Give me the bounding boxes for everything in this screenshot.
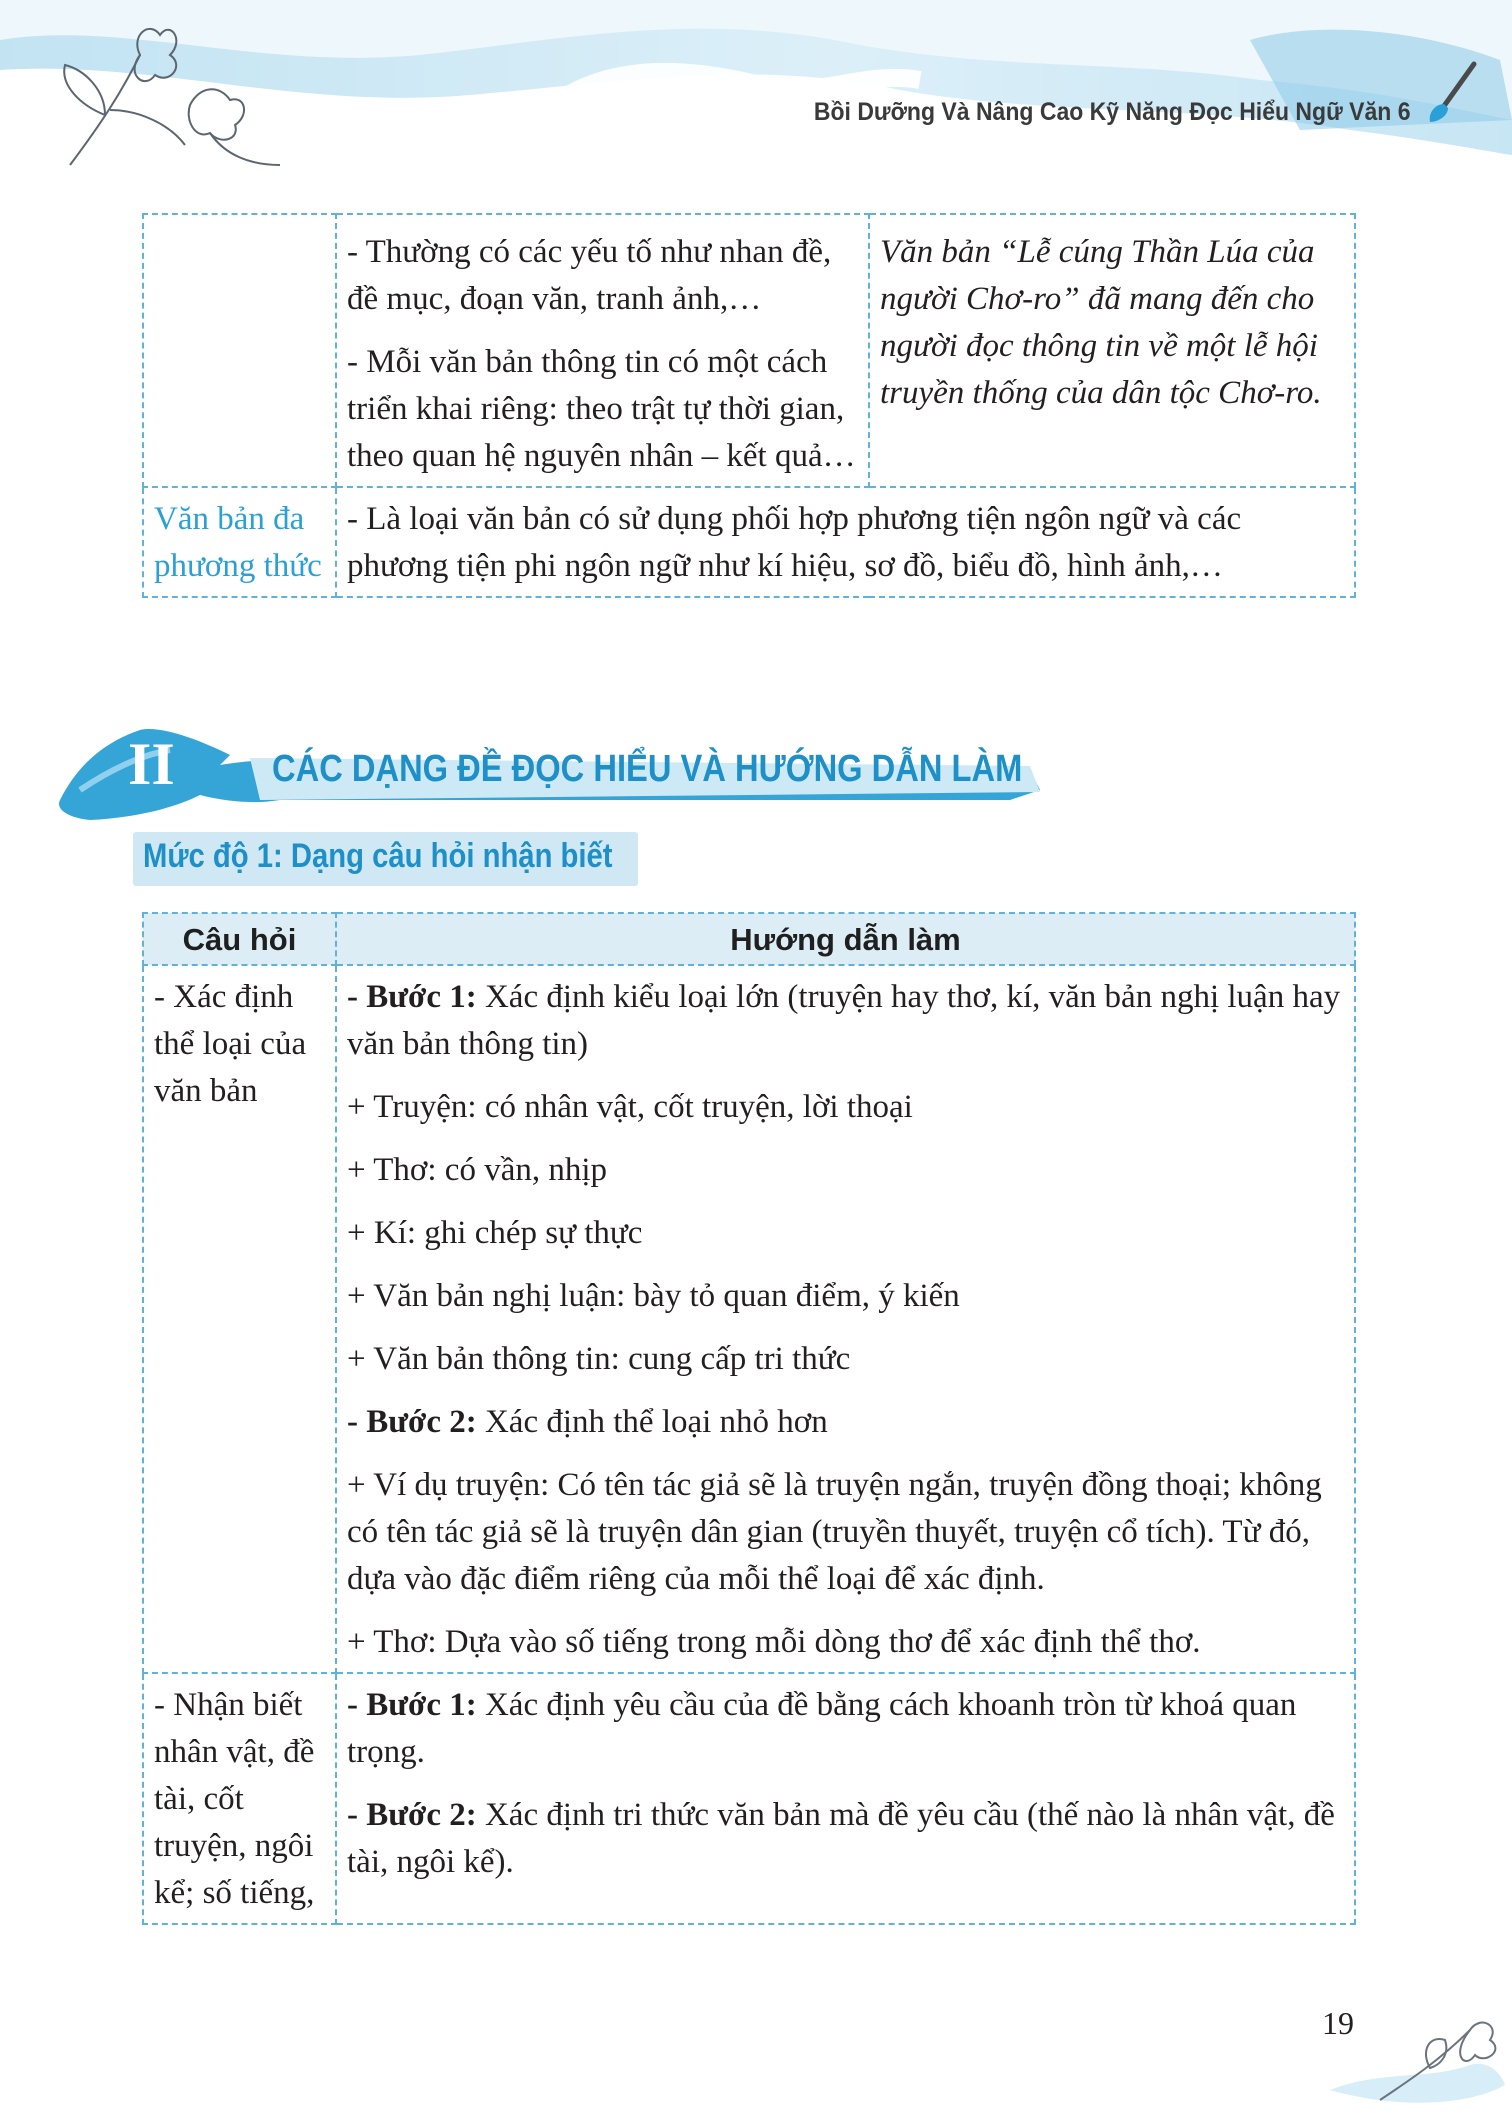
column-header-question: Câu hỏi: [143, 913, 336, 965]
guide-text: + Kí: ghi chép sự thực: [347, 1215, 643, 1251]
features-cell: [336, 214, 869, 487]
step-label: - Bước 1:: [347, 1687, 477, 1723]
step-label: - Bước 2:: [347, 1797, 477, 1833]
guide-item: [347, 1210, 1344, 1257]
question-cell: [143, 1673, 336, 1924]
text-type-label: Văn bản đa phương thức: [154, 501, 322, 584]
level-label: Mức độ 1: Dạng câu hỏi nhận biết: [143, 837, 613, 875]
guide-cell: [336, 965, 1355, 1673]
guide-text: Xác định tri thức văn bản mà đề yêu cầu (thế nào là nhân vật, đề tài, ngôi kể).: [347, 1797, 1335, 1880]
guide-text: + Thơ: Dựa vào số tiếng trong mỗi dòng thơ để xác định thể thơ.: [347, 1624, 1201, 1660]
flower-decoration-icon: [10, 15, 310, 180]
guide-item: [347, 1462, 1344, 1603]
guide-text: Xác định kiểu loại lớn (truyện hay thơ, kí, văn bản nghị luận hay văn bản thông tin): [347, 979, 1341, 1062]
guide-text: + Văn bản nghị luận: bày tỏ quan điểm, ý kiến: [347, 1278, 960, 1314]
guide-item: [347, 1792, 1344, 1886]
question-text: - Nhận biết nhân vật, đề tài, cốt truyện, ngôi kể; số tiếng,: [154, 1687, 315, 1911]
guide-text: Xác định yêu cầu của đề bằng cách khoanh tròn từ khoá quan trọng.: [347, 1687, 1297, 1770]
definition-cell: [336, 487, 1355, 597]
table-row: [143, 487, 1355, 597]
guide-text: + Thơ: có vần, nhịp: [347, 1152, 608, 1188]
guide-item: [347, 974, 1344, 1068]
table-header-row: [143, 913, 1355, 965]
column-header-guide: Hướng dẫn làm: [336, 913, 1355, 965]
guide-cell: [336, 1673, 1355, 1924]
label-cell: [143, 487, 336, 597]
example-cell: [869, 214, 1355, 487]
step-label: - Bước 2:: [347, 1404, 477, 1440]
guide-item: [347, 1682, 1344, 1776]
section-title: CÁC DẠNG ĐỀ ĐỌC HIỂU VÀ HƯỚNG DẪN LÀM: [272, 748, 1023, 790]
definition-text: - Là loại văn bản có sử dụng phối hợp phương tiện ngôn ngữ và các phương tiện phi ngôn ngữ như kí hiệu, sơ đồ, biểu đồ, hình ảnh,…: [347, 501, 1242, 584]
step-label: - Bước 1:: [347, 979, 477, 1015]
guide-item: [347, 1147, 1344, 1194]
table-row: [143, 1673, 1355, 1924]
guide-table: [142, 912, 1356, 1925]
section-heading: [50, 700, 1050, 830]
guide-item: [347, 1084, 1344, 1131]
guide-item: [347, 1399, 1344, 1446]
guide-text: Xác định thể loại nhỏ hơn: [476, 1404, 828, 1440]
guide-item: [347, 1619, 1344, 1666]
page-number: 19: [1322, 2005, 1354, 2041]
example-text: Văn bản “Lễ cúng Thần Lúa của người Chơ-ro” đã mang đến cho người đọc thông tin về một lễ hội truyền thống của dân tộc Chơ-ro.: [880, 234, 1322, 411]
guide-item: [347, 1336, 1344, 1383]
section-number: II: [128, 731, 175, 797]
guide-text: + Truyện: có nhân vật, cốt truyện, lời thoại: [347, 1089, 913, 1125]
page-header: [0, 0, 1512, 180]
table-row: [143, 214, 1355, 487]
guide-text: + Văn bản thông tin: cung cấp tri thức: [347, 1341, 851, 1377]
feature-text: - Mỗi văn bản thông tin có một cách triển khai riêng: theo trật tự thời gian, theo quan hệ nguyên nhân – kết quả…: [347, 344, 856, 474]
table-row: [143, 965, 1355, 1673]
question-text: - Xác định thể loại của văn bản: [154, 979, 307, 1109]
book-title: Bồi Dưỡng Và Nâng Cao Kỹ Năng Đọc Hiểu Ngữ Văn 6: [813, 98, 1410, 126]
guide-text: + Ví dụ truyện: Có tên tác giả sẽ là truyện ngắn, truyện đồng thoại; không có tên tác giả sẽ là truyện dân gian (truyền thuyết, truyện cổ tích). Từ đó, dựa vào đặc điểm riêng của mỗi thể loại để xác định.: [347, 1467, 1322, 1597]
level-badge: [133, 832, 638, 886]
paintbrush-icon: [1414, 60, 1484, 130]
guide-item: [347, 1273, 1344, 1320]
label-cell-empty: [143, 214, 336, 487]
info-text-table: [142, 213, 1356, 598]
question-cell: [143, 965, 336, 1673]
feature-text: - Thường có các yếu tố như nhan đề, đề mục, đoạn văn, tranh ảnh,…: [347, 234, 832, 317]
